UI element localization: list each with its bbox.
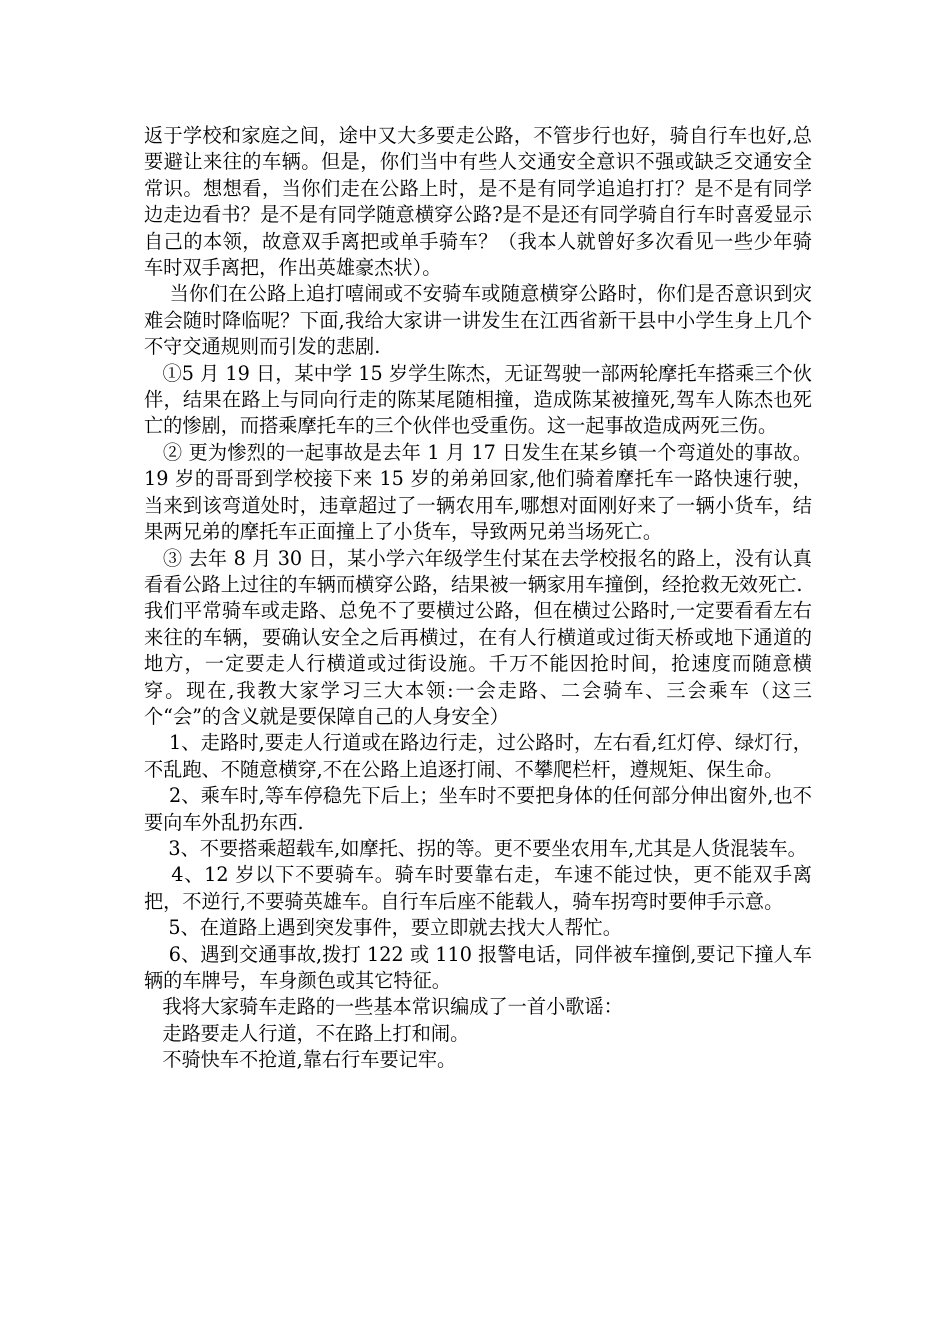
document-body (144, 123, 812, 1074)
paragraph-rule-3: 3、不要搭乘超载车,如摩托、拐的等。更不要坐农用车,尤其是人货混装车。 (144, 836, 807, 860)
paragraph-warning: 当你们在公路上追打嘻闹或不安骑车或随意横穿公路时，你们是否意识到灾难会随时降临呢？下面,我给大家讲一讲发生在江西省新干县中小学生身上几个不守交通规则而引发的悲剧. (144, 282, 812, 359)
song-line-1: 走路要走人行道，不在路上打和闹。 (144, 1021, 470, 1045)
paragraph-case-2: ② 更为惨烈的一起事故是去年 1 月 17 日发生在某乡镇一个弯道处的事故。19 岁的哥哥到学校接下来 15 岁的弟弟回家,他们骑着摩托车一路快速行驶，当来到该弯道处时，违章超过了一辆农用车,哪想对面刚好来了一辆小货车，结果两兄弟的摩托车正面撞上了小货车，导致两兄弟当场死亡。 (144, 440, 812, 544)
paragraph-rule-4: 4、12 岁以下不要骑车。骑车时要靠右走，车速不能过快，更不能双手离把，不逆行,不要骑英雄车。自行车后座不能载人，骑车拐弯时要伸手示意。 (144, 863, 812, 913)
paragraph-rule-2: 2、乘车时,等车停稳先下后上；坐车时不要把身体的任何部分伸出窗外,也不要向车外乱扔东西. (144, 784, 812, 834)
paragraph-rule-6: 6、遇到交通事故,拨打 122 或 110 报警电话，同伴被车撞倒,要记下撞人车辆的车牌号，车身颜色或其它特征。 (144, 942, 812, 992)
paragraph-rule-1: 1、走路时,要走人行道或在路边行走，过公路时，左右看,红灯停、绿灯行，不乱跑、不随意横穿,不在公路上追逐打闹、不攀爬栏杆，遵规矩、保生命。 (144, 731, 812, 781)
paragraph-rule-5: 5、在道路上遇到突发事件，要立即就去找大人帮忙。 (144, 916, 622, 940)
paragraph-case-1: ①5 月 19 日，某中学 15 岁学生陈杰，无证驾驶一部两轮摩托车搭乘三个伙伴，结果在路上与同向行走的陈某尾随相撞，造成陈某被撞死,驾车人陈杰也死亡的惨剧，而搭乘摩托车的三个伙伴也受重伤。这一起事故造成两死三伤。 (144, 361, 812, 438)
paragraph-intro: 返于学校和家庭之间，途中又大多要走公路，不管步行也好，骑自行车也好,总要避让来往的车辆。但是，你们当中有些人交通安全意识不强或缺乏交通安全常识。想想看，当你们走在公路上时，是不是有同学追追打打？是不是有同学边走边看书？是不是有同学随意横穿公路?是不是还有同学骑自行车时喜爱显示自己的本领，故意双手离把或单手骑车？（我本人就曾好多次看见一些少年骑车时双手离把，作出英雄豪杰状）。 (144, 124, 812, 280)
song-line-2: 不骑快车不抢道,靠右行车要记牢。 (144, 1048, 457, 1072)
paragraph-crossing-advice: 我们平常骑车或走路、总免不了要横过公路，但在横过公路时,一定要看看左右来往的车辆，要确认安全之后再横过，在有人行横道或过街天桥或地下通道的地方，一定要走人行横道或过街设施。千万不能因抢时间，抢速度而随意横穿。现在,我教大家学习三大本领:一会走路、二会骑车、三会乘车（这三个“会”的含义就是要保障自己的人身安全） (144, 599, 812, 728)
paragraph-case-3: ③ 去年 8 月 30 日，某小学六年级学生付某在去学校报名的路上，没有认真看看公路上过往的车辆而横穿公路，结果被一辆家用车撞倒，经抢救无效死亡. (144, 546, 812, 596)
paragraph-song-intro: 我将大家骑车走路的一些基本常识编成了一首小歌谣： (144, 995, 623, 1019)
